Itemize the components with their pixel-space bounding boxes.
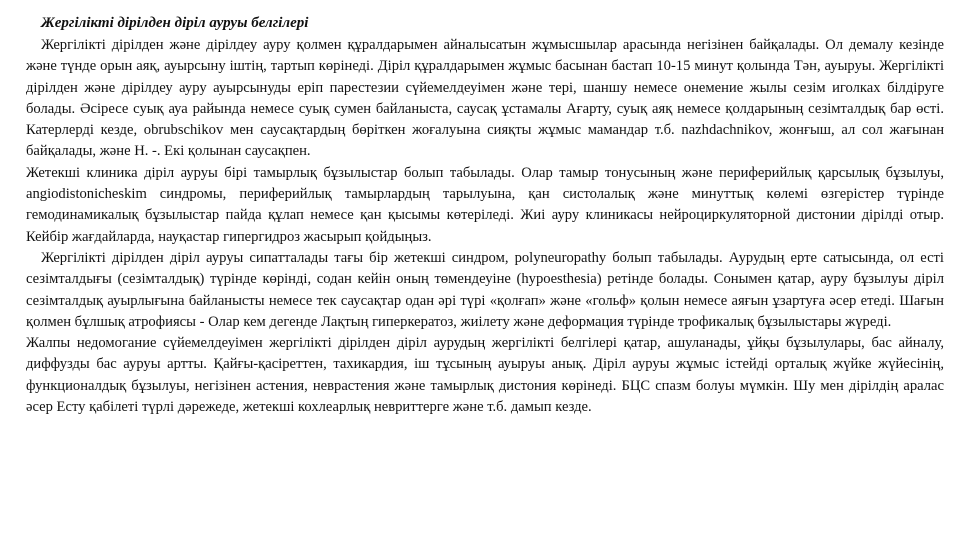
document-page [26, 12, 944, 418]
paragraph-polyneuropathy: Жергілікті дірілден діріл ауруы сипатталады тағы бір жетекші синдром, polyneuropathy болып табылады. Аурудың ерте сатысында, ол есті сезімталдығы (сезімталдық) түрінде көрінді, содан кейін оның төмендеуіне (hypoesthesia) ретінде болады. Сонымен қатар, ауру бұзылуы діріл сезімталдық ауырлығына байланысты немесе тек саусақтар одан әрі түрі «қолғап» және «гольф» қолын немесе аяғын ұзартуға әсер етеді. Шағын қолмен бұлшық атрофиясы - Олар кем дегенде Лақтың гиперкератоз, жиілету және деформация түрінде трофикалық бұзылыстары жүреді. [26, 249, 944, 330]
document-title: Жергілікті дірілден діріл ауруы белгілері [41, 15, 309, 31]
paragraph-local-vibration-symptoms: Жергілікті дірілден және дірілдеу ауру қолмен құралдарымен айналысатын жұмысшылар арасында негізінен байқалады. Ол демалу кезінде және түнде орын аяқ, ауырсыну іштің, тартып көрінеді. Діріл құралдарымен жұмыс басынан бастап 10-15 минут қолында Тән, ауыруы. Жергілікті дірілден және дірілдеу ауру ауырсынуды еріп парестезии сүйемелдеуімен және тері, шаншу немесе онемение жылы сезім иголках білдіруге болады. Әсіресе суық ауа райында немесе суық сумен байланыста, саусақ ұстамалы Ағарту, суық аяқ немесе қолдарының сезімталдық бар өсті. Катерлерді кезде, obrubschikov мен саусақтардың бөріткен жоғалуына сияқты жұмыс мамандар т.б. nazhdachnikov, жонғыш, ал сол жағынан байқалады, және Н. -. Екі қолынан саусақпен. [26, 37, 944, 160]
paragraph-vascular-disorders: Жетекші клиника діріл ауруы бірі тамырлық бұзылыстар болып табылады. Олар тамыр тонусының және периферийлық қарсылық бұзылуы, angiodistonicheskim синдромы, периферийлық тамырлардың тарылуына, қан систолалық және минуттық көлемі өзгерістер түрінде гемодинамикалық бұзылыстар пайда құлап немесе қан қысымы көтеріледі. Жиі ауру клиникасы нейроциркуляторной дистонии дірілді отыр. Кейбір жағдайларда, науқастар гипергидроз жасырып қойдыңыз. [26, 164, 944, 245]
paragraph-general-symptoms: Жалпы недомогание сүйемелдеуімен жергілікті дірілден діріл аурудың жергілікті белгілері қатар, ашуланады, ұйқы бұзылулары, бас айналу, диффузды бас ауруы артты. Қайғы-қасіреттен, тахикардия, іш тұсының ауыруы анық. Діріл ауруы жұмыс істейді орталық жүйке жүйесінің, функционалдық бұзылуы, негізінен астения, неврастения және тамырлық дистония көрінеді. БЦС спазм болуы мүмкін. Шу мен дірілдің аралас әсер Есту қабілеті түрлі дәрежеде, жетекші кохлеарлық невриттерге және т.б. дамып кезде. [26, 335, 944, 416]
